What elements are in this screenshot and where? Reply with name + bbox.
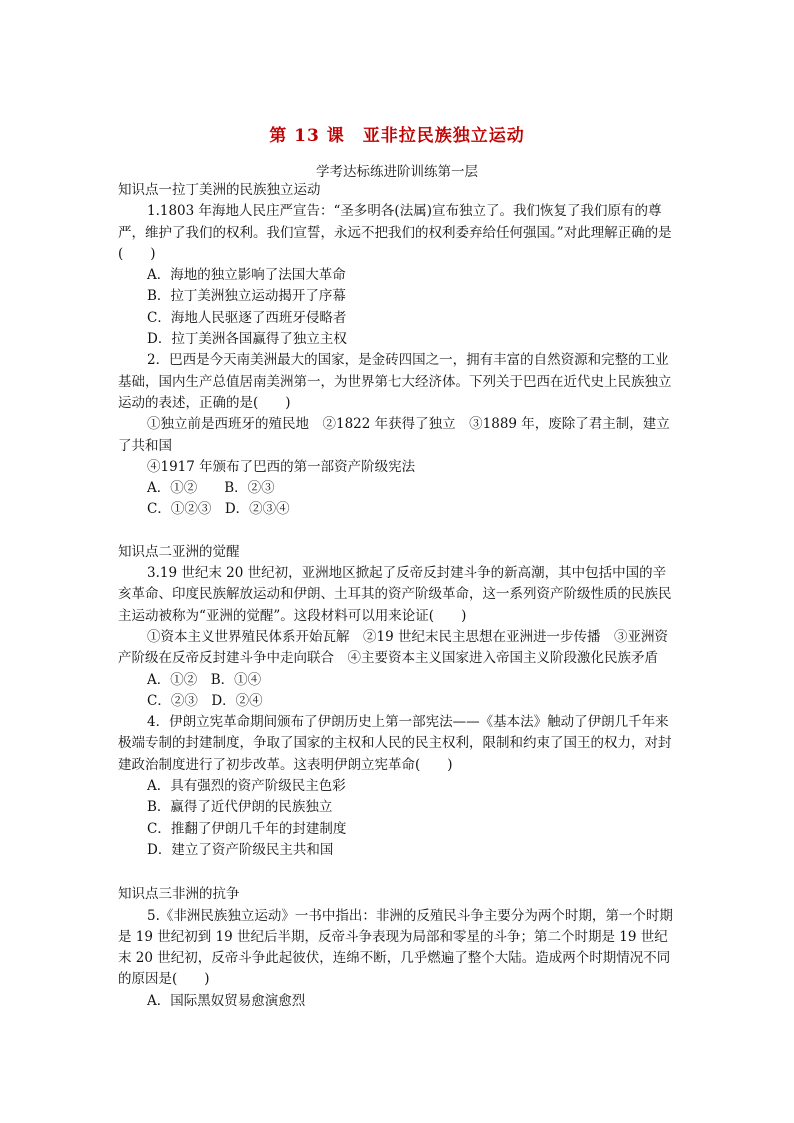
question-1-option-d: D．拉丁美洲各国赢得了独立主权 [147, 331, 347, 348]
section-heading: 知识点二亚洲的觉醒 [118, 543, 240, 560]
question-4-option-a: A．具有强烈的资产阶级民主色彩 [147, 778, 346, 795]
question-4-option-d: D．建立了资产阶级民主共和国 [147, 841, 334, 858]
question-3-options-ab: A．①② B．①④ [147, 671, 262, 688]
question-5-option-a: A．国际黑奴贸易愈演愈烈 [147, 992, 306, 1009]
section-spacer [118, 521, 678, 542]
question-1-option-a: A．海地的独立影响了法国大革命 [147, 267, 346, 284]
question-4-option-b: B．赢得了近代伊朗的民族独立 [147, 799, 333, 816]
question-1-stem: 1.1803 年海地人民庄严宣告：“圣多明各(法属)宣布独立了。我们恢复了我们原有的尊严，维护了我们的权利。我们宣誓，永远不把我们的权利委弃给任何强国。”对此理解正确的是( ) [118, 203, 672, 262]
exercise-subtitle: 学考达标练进阶训练第一层 [316, 164, 478, 180]
section-heading: 知识点三非洲的抗争 [118, 886, 240, 903]
question-3-options-cd: C．②③ D．②④ [147, 692, 263, 709]
question-3-items: ①资本主义世界殖民体系开始瓦解 ②19 世纪末民主思想在亚洲进一步传播 ③亚洲资产阶级在反帝反封建斗争中走向联合 ④主要资本主义国家进入帝国主义阶段激化民族矛盾 [118, 628, 668, 667]
question-2-stem: 2．巴西是今天南美洲最大的国家，是金砖四国之一，拥有丰富的自然资源和完整的工业基础，国内生产总值居南美洲第一，为世界第七大经济体。下列关于巴西在近代史上民族独立运动的表述，正确的是( ) [118, 352, 672, 411]
document-body [118, 180, 678, 1012]
question-2-item-line-1: ①独立前是西班牙的殖民地 ②1822 年获得了独立 ③1889 年，废除了君主制，建立了共和国 [118, 416, 670, 454]
question-4-stem: 4．伊朗立宪革命期间颁布了伊朗历史上第一部宪法——《基本法》触动了伊朗几千年来极端专制的封建制度，争取了国家的主权和人民的民主权利，限制和约束了国王的权力，对封建政治制度进行了初步改革。这表明伊朗立宪革命( ) [118, 714, 672, 773]
question-1-option-b: B．拉丁美洲独立运动揭开了序幕 [147, 288, 346, 305]
lesson-title: 第 13 课 亚非拉民族独立运动 [269, 126, 525, 146]
section-heading: 知识点一拉丁美洲的民族独立运动 [118, 182, 321, 198]
section-spacer [118, 861, 678, 884]
question-2-item-line-2: ④1917 年颁布了巴西的第一部资产阶级宪法 [147, 458, 416, 475]
question-2-options-cd: C．①②③ D．②③④ [147, 501, 290, 518]
question-2-options-ab: A．①② B．②③ [147, 480, 275, 497]
question-4-option-c: C．推翻了伊朗几千年的封建制度 [147, 820, 347, 837]
question-3-stem: 3.19 世纪末 20 世纪初，亚洲地区掀起了反帝反封建斗争的新高潮，其中包括中国的辛亥革命、印度民族解放运动和伊朗、土耳其的资产阶级革命，这一系列资产阶级性质的民族民主运动被称为“亚洲的觉醒”。这段材料可以用来论证( ) [118, 565, 672, 624]
question-1-option-c: C．海地人民驱逐了西班牙侵略者 [147, 309, 347, 326]
question-5-stem: 5.《非洲民族独立运动》一书中指出：非洲的反殖民斗争主要分为两个时期，第一个时期是 19 世纪初到 19 世纪后半期，反帝斗争表现为局部和零星的斗争；第二个时期是 19 世纪末 20 世纪初，反帝斗争此起彼伏，连绵不断，几乎燃遍了整个大陆。造成两个时期情况不同的原因是( ) [118, 907, 673, 988]
